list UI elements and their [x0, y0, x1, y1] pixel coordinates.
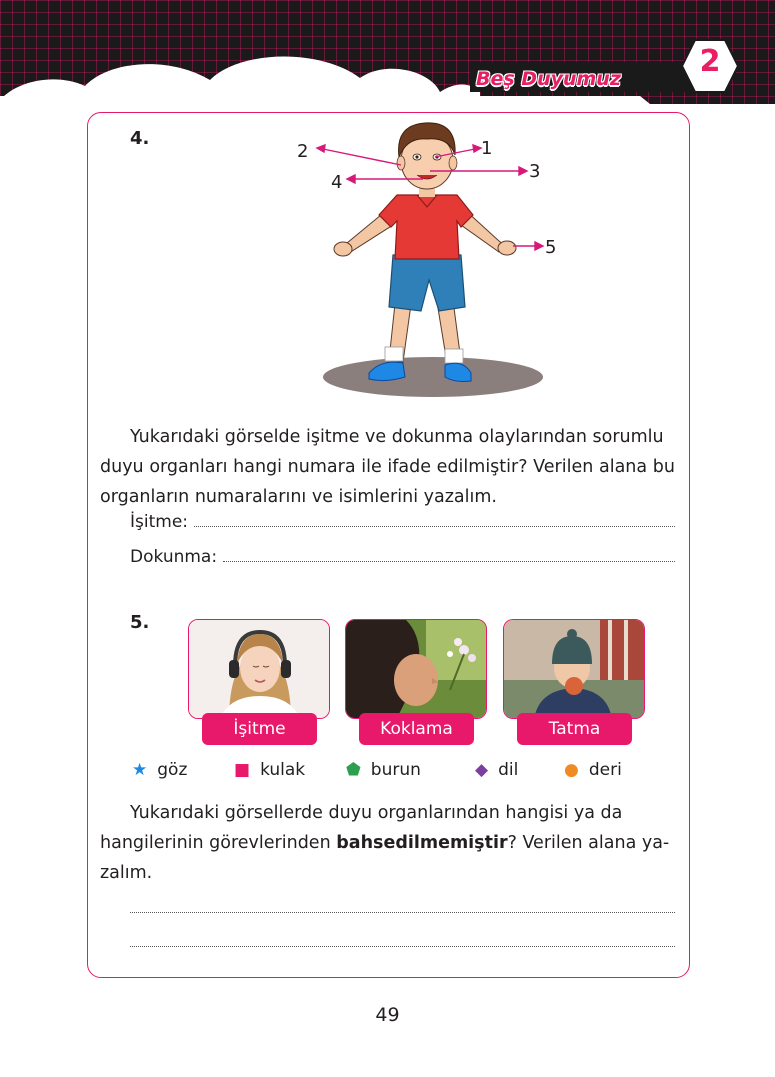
legend-ear	[234, 760, 305, 780]
q5-emphasis: bahsedilmemiştir	[336, 833, 508, 853]
page-number: 49	[375, 1004, 400, 1026]
legend-eye	[132, 760, 187, 780]
q5-line-3: zalım.	[100, 863, 153, 883]
boy-eating-image	[504, 620, 645, 719]
legend-ear-label: kulak	[260, 760, 306, 780]
q5-line-2	[100, 828, 675, 858]
label-5: 5	[545, 237, 557, 258]
answer-blank-2[interactable]	[130, 946, 675, 947]
legend-skin-label: deri	[588, 760, 622, 780]
pentagon-icon: ⬟	[346, 760, 361, 780]
ground-shadow	[323, 357, 543, 397]
legend-tongue-label: dil	[498, 760, 519, 780]
legend-skin	[564, 760, 622, 780]
girl-headphones-image	[189, 620, 330, 719]
legend-tongue	[475, 760, 518, 780]
q5-line-1: Yukarıdaki görsellerde duyu organlarından hangisi ya da	[130, 803, 623, 823]
q4-line-1: Yukarıdaki görselde işitme ve dokunma olaylarından sorumlu	[130, 427, 664, 447]
q5-line-2a: hangilerinin görevlerinden	[100, 833, 337, 853]
legend-nose	[346, 760, 421, 780]
square-icon: ■	[234, 760, 251, 780]
girl-flower-image	[346, 620, 487, 719]
photo-tasting	[503, 619, 645, 719]
tag-hearing: İşitme	[202, 713, 317, 745]
unit-number: 2	[699, 44, 721, 79]
q4-line-rest: duyu organları hangi numara ile ifade edilmiştir? Verilen alana bu organların numaralarını ve isimlerini yazalım.	[100, 457, 675, 507]
question-4-number: 4.	[130, 128, 150, 149]
answer-blank-1[interactable]	[130, 912, 675, 913]
label-2: 2	[297, 141, 309, 162]
legend-eye-label: göz	[157, 760, 188, 780]
question-5-number: 5.	[130, 612, 150, 633]
answer-touch-row[interactable]	[130, 547, 675, 567]
header-banner	[0, 0, 775, 110]
photo-hearing	[188, 619, 330, 719]
tag-smelling: Koklama	[359, 713, 474, 745]
diamond-icon: ◆	[475, 760, 489, 780]
circle-icon: ●	[564, 760, 579, 780]
photo-smelling	[345, 619, 487, 719]
question-4-text	[100, 422, 675, 512]
answer-touch-label: Dokunma:	[130, 547, 218, 567]
question-5-text	[100, 798, 675, 888]
tag-tasting: Tatma	[517, 713, 632, 745]
label-1: 1	[481, 138, 493, 159]
answer-hearing-row[interactable]	[130, 512, 675, 532]
label-4: 4	[331, 172, 343, 193]
page-header	[0, 0, 775, 110]
q5-line-2b: ? Verilen alana ya-	[507, 833, 670, 853]
star-icon: ★	[132, 760, 148, 780]
unit-title: Beş Duyumuz	[476, 68, 621, 90]
answer-hearing-label: İşitme:	[130, 512, 189, 532]
answer-touch-blank[interactable]	[223, 561, 675, 562]
answer-hearing-blank[interactable]	[194, 526, 675, 527]
boy-figure	[285, 115, 575, 400]
legend-nose-label: burun	[370, 760, 421, 780]
label-3: 3	[529, 161, 541, 182]
